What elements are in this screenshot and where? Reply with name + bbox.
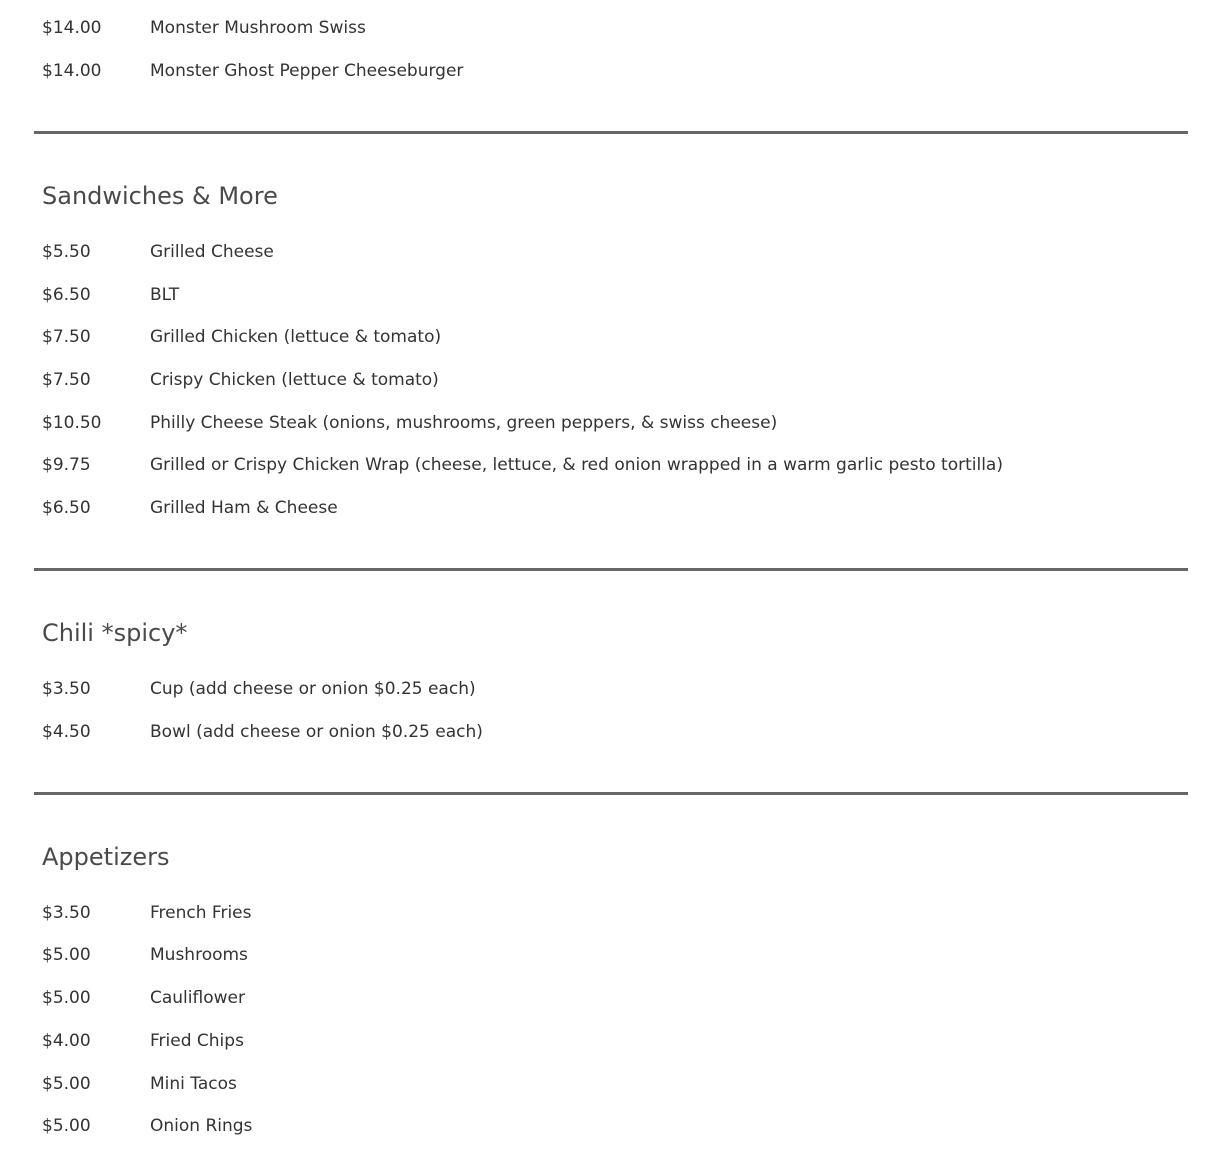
item-name: Fried Chips bbox=[150, 1031, 244, 1051]
item-price: $5.50 bbox=[42, 242, 91, 262]
menu-item bbox=[42, 717, 483, 747]
section-divider bbox=[34, 792, 1188, 795]
item-name: Grilled or Crispy Chicken Wrap (cheese, lettuce, & red onion wrapped in a warm garlic pesto tortilla) bbox=[150, 455, 1003, 475]
item-price: $5.00 bbox=[42, 1116, 91, 1136]
item-name: Grilled Chicken (lettuce & tomato) bbox=[150, 327, 442, 347]
item-price: $4.00 bbox=[42, 1031, 91, 1051]
item-price: $7.50 bbox=[42, 370, 91, 390]
section-title-appetizers: Appetizers bbox=[42, 843, 170, 871]
item-price: $9.75 bbox=[42, 455, 91, 475]
item-price: $7.50 bbox=[42, 327, 91, 347]
item-price: $3.50 bbox=[42, 679, 91, 699]
menu-item bbox=[42, 280, 179, 310]
item-price: $5.00 bbox=[42, 1074, 91, 1094]
menu-item bbox=[42, 408, 777, 438]
item-price: $10.50 bbox=[42, 413, 102, 433]
item-price: $6.50 bbox=[42, 285, 91, 305]
item-name: Cauliflower bbox=[150, 988, 245, 1008]
menu-item bbox=[42, 237, 274, 267]
item-price: $6.50 bbox=[42, 498, 91, 518]
item-name: Mushrooms bbox=[150, 945, 248, 965]
item-name: Cup (add cheese or onion $0.25 each) bbox=[150, 679, 476, 699]
item-name: Crispy Chicken (lettuce & tomato) bbox=[150, 370, 439, 390]
section-divider bbox=[34, 568, 1188, 571]
item-name: BLT bbox=[150, 285, 180, 305]
section-title-sandwiches: Sandwiches & More bbox=[42, 182, 278, 210]
menu-item bbox=[42, 13, 366, 43]
item-price: $14.00 bbox=[42, 18, 102, 38]
menu-item bbox=[42, 450, 1003, 480]
menu-item bbox=[42, 56, 463, 86]
menu-item bbox=[42, 493, 338, 523]
section-title-chili: Chili *spicy* bbox=[42, 619, 188, 647]
menu-item bbox=[42, 674, 476, 704]
menu-item bbox=[42, 940, 248, 970]
menu-item bbox=[42, 365, 439, 395]
section-divider bbox=[34, 131, 1188, 134]
menu-item bbox=[42, 322, 441, 352]
menu-item bbox=[42, 1111, 252, 1141]
item-name: Bowl (add cheese or onion $0.25 each) bbox=[150, 722, 483, 742]
item-price: $5.00 bbox=[42, 988, 91, 1008]
item-name: Monster Mushroom Swiss bbox=[150, 18, 366, 38]
menu-item bbox=[42, 1069, 237, 1099]
item-price: $4.50 bbox=[42, 722, 91, 742]
item-name: Onion Rings bbox=[150, 1116, 253, 1136]
item-name: Grilled Ham & Cheese bbox=[150, 498, 338, 518]
menu-item bbox=[42, 1026, 244, 1056]
item-name: Philly Cheese Steak (onions, mushrooms, green peppers, & swiss cheese) bbox=[150, 413, 778, 433]
item-name: Monster Ghost Pepper Cheeseburger bbox=[150, 61, 464, 81]
menu-item bbox=[42, 983, 245, 1013]
item-name: Grilled Cheese bbox=[150, 242, 274, 262]
item-name: French Fries bbox=[150, 903, 252, 923]
item-price: $14.00 bbox=[42, 61, 102, 81]
item-name: Mini Tacos bbox=[150, 1074, 237, 1094]
menu-item bbox=[42, 898, 252, 928]
item-price: $3.50 bbox=[42, 903, 91, 923]
item-price: $5.00 bbox=[42, 945, 91, 965]
